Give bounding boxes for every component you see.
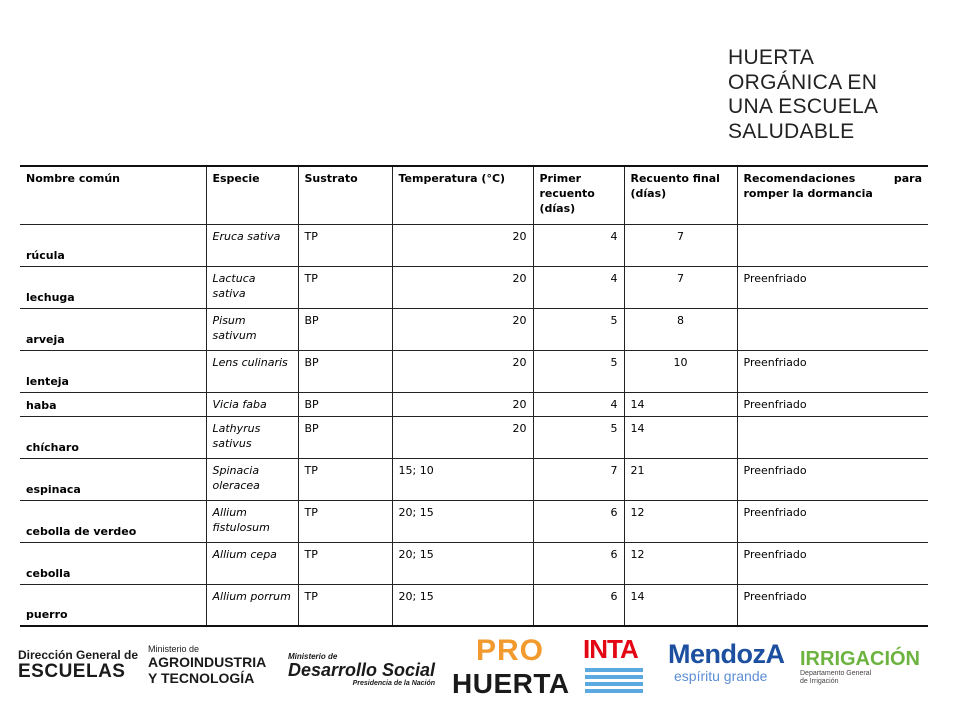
cell-temp: 20; 15	[392, 500, 533, 542]
agro-logo-line3: Y TECNOLOGÍA	[148, 670, 255, 686]
cell-name: haba	[20, 392, 206, 416]
cell-temp: 20	[392, 224, 533, 266]
agroindustria-logo	[148, 644, 266, 686]
cell-species: Spinacia oleracea	[206, 458, 298, 500]
header-especie: Especie	[206, 166, 298, 224]
logo-footer	[0, 630, 960, 710]
prohuerta-logo	[452, 634, 570, 700]
desarrollo-social-logo	[288, 652, 435, 688]
header-recuento-final: Recuento final (días)	[624, 166, 737, 224]
cell-first: 4	[533, 392, 624, 416]
cell-species: Lens culinaris	[206, 350, 298, 392]
cell-first: 5	[533, 308, 624, 350]
escuelas-logo-line2: ESCUELAS	[18, 661, 126, 682]
header-temperatura: Temperatura (°C)	[392, 166, 533, 224]
cell-name: lechuga	[20, 266, 206, 308]
cell-rec: Preenfriado	[737, 542, 928, 584]
prohuerta-logo-pro: PRO	[476, 634, 545, 667]
cell-species: Vicia faba	[206, 392, 298, 416]
cell-temp: 20; 15	[392, 584, 533, 626]
agro-logo-line2: AGROINDUSTRIA	[148, 654, 267, 670]
germination-table	[20, 165, 928, 627]
table-row	[20, 266, 928, 308]
inta-logo	[583, 634, 645, 698]
cell-name: cebolla	[20, 542, 206, 584]
agro-logo-line1: Ministerio de	[148, 644, 200, 654]
cell-final: 14	[624, 416, 737, 458]
cell-first: 5	[533, 350, 624, 392]
cell-first: 4	[533, 266, 624, 308]
cell-species: Allium porrum	[206, 584, 298, 626]
table-row	[20, 458, 928, 500]
irrigacion-logo-line3: de Irrigación	[800, 678, 839, 685]
header-nombre: Nombre común	[20, 166, 206, 224]
cell-substrate: BP	[298, 350, 392, 392]
prohuerta-logo-huerta: HUERTA	[452, 668, 570, 699]
cell-first: 5	[533, 416, 624, 458]
table-row	[20, 584, 928, 626]
des-logo-line3: Presidencia de la Nación	[352, 680, 436, 687]
cell-temp: 15; 10	[392, 458, 533, 500]
table-row	[20, 350, 928, 392]
cell-substrate: TP	[298, 500, 392, 542]
cell-temp: 20	[392, 392, 533, 416]
cell-species: Allium cepa	[206, 542, 298, 584]
cell-final: 12	[624, 542, 737, 584]
cell-temp: 20; 15	[392, 542, 533, 584]
cell-rec: Preenfriado	[737, 266, 928, 308]
table-row	[20, 416, 928, 458]
cell-final: 14	[624, 392, 737, 416]
cell-final: 14	[624, 584, 737, 626]
mendoza-logo-line2: espíritu grande	[674, 668, 768, 684]
table-row	[20, 224, 928, 266]
table-header-row	[20, 166, 928, 224]
header-recomendaciones: Recomendaciones para romper la dormancia	[737, 166, 928, 224]
cell-substrate: BP	[298, 416, 392, 458]
mendoza-logo	[668, 640, 784, 684]
cell-substrate: TP	[298, 542, 392, 584]
cell-rec	[737, 416, 928, 458]
cell-rec: Preenfriado	[737, 350, 928, 392]
table-row	[20, 392, 928, 416]
inta-logo-stripes	[585, 668, 643, 696]
cell-first: 6	[533, 584, 624, 626]
header-primer-recuento: Primer recuento (días)	[533, 166, 624, 224]
mendoza-logo-line1: MendozA	[668, 639, 785, 669]
cell-substrate: TP	[298, 584, 392, 626]
cell-species: Pisum sativum	[206, 308, 298, 350]
inta-logo-text: INTA	[583, 634, 638, 664]
cell-name: chícharo	[20, 416, 206, 458]
cell-rec: Preenfriado	[737, 584, 928, 626]
cell-temp: 20	[392, 266, 533, 308]
cell-final: 12	[624, 500, 737, 542]
cell-final: 7	[624, 224, 737, 266]
cell-name: lenteja	[20, 350, 206, 392]
table-row	[20, 542, 928, 584]
cell-name: arveja	[20, 308, 206, 350]
cell-first: 7	[533, 458, 624, 500]
cell-name: rúcula	[20, 224, 206, 266]
irrigacion-logo-line1: IRRIGACIÓN	[800, 648, 920, 670]
cell-species: Lactuca sativa	[206, 266, 298, 308]
escuelas-logo-line1: Dirección General de	[18, 648, 139, 662]
cell-rec	[737, 224, 928, 266]
cell-species: Eruca sativa	[206, 224, 298, 266]
cell-name: espinaca	[20, 458, 206, 500]
cell-species: Allium fistulosum	[206, 500, 298, 542]
table-row	[20, 500, 928, 542]
cell-substrate: BP	[298, 308, 392, 350]
cell-temp: 20	[392, 308, 533, 350]
cell-final: 21	[624, 458, 737, 500]
cell-first: 6	[533, 500, 624, 542]
cell-temp: 20	[392, 350, 533, 392]
cell-substrate: TP	[298, 458, 392, 500]
cell-first: 6	[533, 542, 624, 584]
irrigacion-logo	[800, 648, 920, 686]
cell-temp: 20	[392, 416, 533, 458]
page-title: HUERTA ORGÁNICA EN UNA ESCUELA SALUDABLE	[728, 46, 879, 143]
cell-final: 8	[624, 308, 737, 350]
cell-rec: Preenfriado	[737, 392, 928, 416]
cell-name: cebolla de verdeo	[20, 500, 206, 542]
cell-substrate: TP	[298, 266, 392, 308]
cell-first: 4	[533, 224, 624, 266]
des-logo-line1: Ministerio de	[288, 652, 338, 661]
cell-final: 7	[624, 266, 737, 308]
header-sustrato: Sustrato	[298, 166, 392, 224]
cell-substrate: BP	[298, 392, 392, 416]
des-logo-line2: Desarrollo Social	[288, 660, 436, 680]
irrigacion-logo-line2: Departamento General	[800, 670, 872, 677]
table-row	[20, 308, 928, 350]
cell-substrate: TP	[298, 224, 392, 266]
cell-rec	[737, 308, 928, 350]
cell-rec: Preenfriado	[737, 458, 928, 500]
cell-final: 10	[624, 350, 737, 392]
cell-rec: Preenfriado	[737, 500, 928, 542]
cell-name: puerro	[20, 584, 206, 626]
cell-species: Lathyrus sativus	[206, 416, 298, 458]
escuelas-logo	[18, 648, 138, 682]
